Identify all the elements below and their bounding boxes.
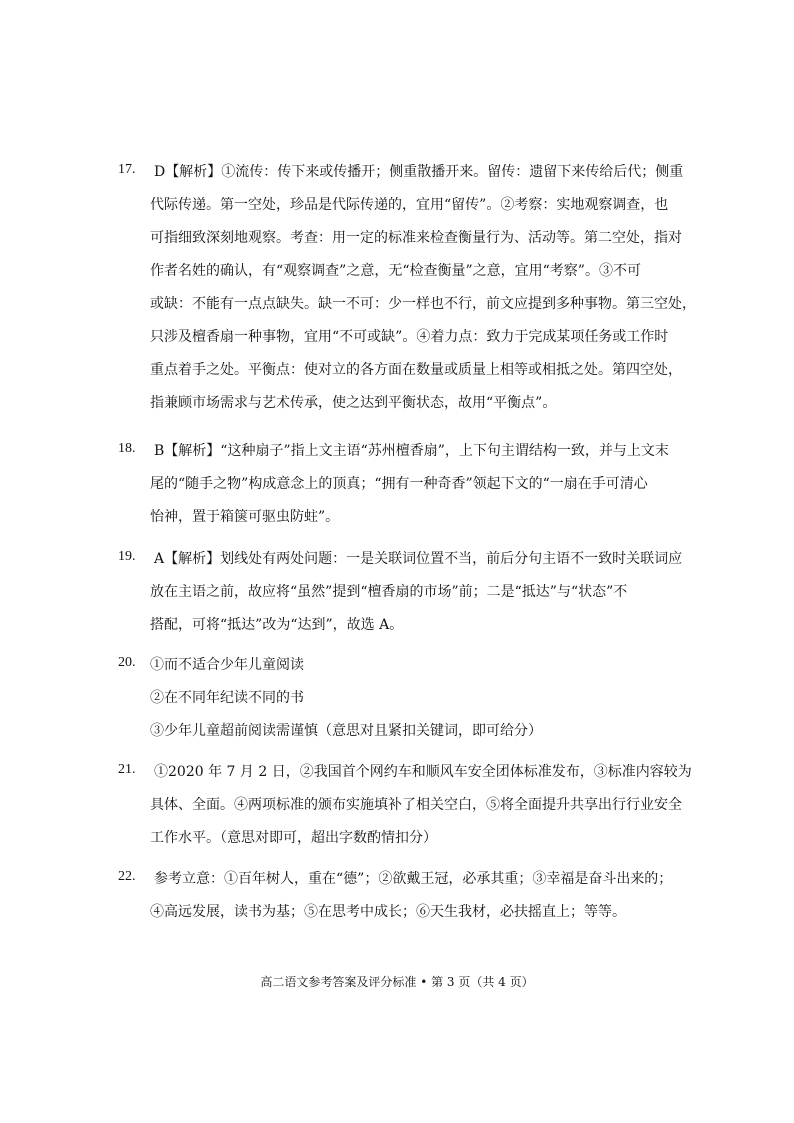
- item-line: 具体、全面。④两项标准的颁布实施填补了相关空白，⑤将全面提升共享出行行业安全: [150, 797, 682, 813]
- item-number: 21.: [118, 762, 136, 777]
- item-line: 放在主语之前，故应将“虽然”提到“檀香扇的市场”前；二是“抵达”与“状态”不: [150, 584, 628, 600]
- item-line: ④高远发展，读书为基；⑤在思考中成长；⑥天生我材，必扶摇直上；等等。: [150, 904, 626, 920]
- item-line: A【解析】划线处有两处问题：一是关联词位置不当，前后分句主语不一致时关联词应: [154, 551, 683, 567]
- item-line: 参考立意：①百年树人，重在“德”；②欲戴王冠，必承其重；③幸福是奋斗出来的；: [154, 871, 673, 887]
- page-footer: 高二语文参考答案及评分标准 • 第 3 页（共 4 页）: [260, 975, 534, 989]
- item-number: 17.: [118, 162, 136, 177]
- item-line: 代际传递。第一空处，珍品是代际传递的，宜用“留传”。②考察：实地观察调查，也: [150, 197, 669, 213]
- item-line: ①2020 年 7 月 2 日，②我国首个网约车和顺风车安全团体标准发布，③标准内容较为: [154, 764, 692, 780]
- item-line: 搭配，可将“抵达”改为“达到”，故选 A。: [150, 617, 404, 633]
- item-line: 或缺：不能有一点点缺失。缺一不可：少一样也不行，前文应提到多种事物。第三空处，: [150, 296, 696, 312]
- item-line: ①而不适合少年儿童阅读: [150, 657, 304, 673]
- item-number: 20.: [118, 655, 136, 670]
- item-number: 18.: [118, 441, 136, 456]
- item-line: 怡神，置于箱箧可驱虫防蛀”。: [150, 509, 340, 525]
- item-line: ③少年儿童超前阅读需谨慎（意思对且紧扣关键词，即可给分）: [150, 723, 542, 739]
- item-line: 工作水平。（意思对即可，超出字数酌情扣分）: [150, 830, 437, 846]
- item-line: 尾的“随手之物”构成意念上的顶真；“拥有一种奇香”领起下文的“一扇在手可清心: [150, 476, 648, 492]
- item-line: 作者名姓的确认，有“观察调查”之意，无“检查衡量”之意，宜用“考察”。③不可: [150, 263, 641, 279]
- item-line: D【解析】①流传：传下来或传播开；侧重散播开来。留传：遗留下来传给后代；侧重: [154, 164, 684, 180]
- item-line: 指兼顾市场需求与艺术传承，使之达到平衡状态，故用“平衡点”。: [150, 395, 557, 411]
- item-line: 只涉及檀香扇一种事物，宜用“不可或缺”。④着力点：致力于完成某项任务或工作时: [150, 329, 669, 345]
- item-line: ②在不同年纪读不同的书: [150, 690, 304, 706]
- item-number: 22.: [118, 869, 136, 884]
- item-line: 重点着手之处。平衡点：使对立的各方面在数量或质量上相等或相抵之处。第四空处，: [150, 362, 682, 378]
- item-line: B【解析】“这种扇子”指上文主语“苏州檀香扇”，上下句主谓结构一致，并与上文末: [154, 443, 669, 459]
- item-number: 19.: [118, 549, 136, 564]
- item-line: 可指细致深刻地观察。考查：用一定的标准来检查衡量行为、活动等。第二空处，指对: [150, 230, 682, 246]
